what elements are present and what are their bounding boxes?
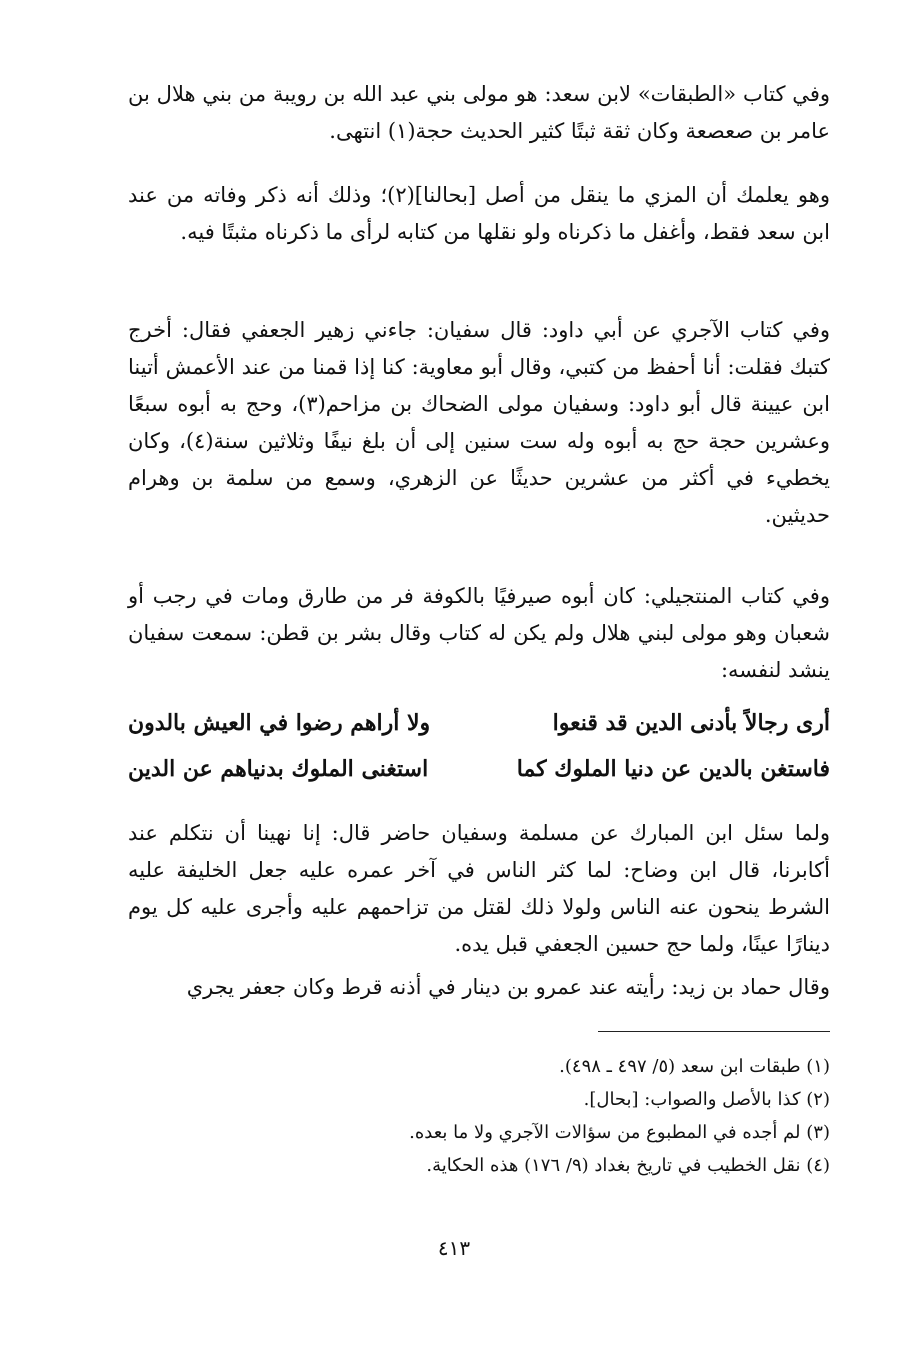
poem-hemistich-first: أرى رجالاً بأدنى الدين قد قنعوا (552, 710, 830, 736)
paragraph-ajurri: وفي كتاب الآجري عن أبي داود: قال سفيان: جاءني زهير الجعفي فقال: أخرج كتبك فقلت: أنا أحفظ من كتبي، وقال أبو معاوية: كنا إذا قمنا من عند الأعمش أتينا ابن عيينة قال أبو داود: وسفيان مولى الضحاك بن مزاحم(٣)، وحج به أبوه سبعًا وعشرين حجة حج به أبوه وله ست سنين إلى أن بلغ نيفًا وثلاثين سنة(٤)، وكان يخطيء في أكثر من عشرين حديثًا عن الزهري، وسمع من سلمة بن وهرام حديثين. (128, 318, 831, 527)
footnote-3: (٣) لم أجده في المطبوع من سؤالات الآجري ولا ما بعده. (409, 1122, 830, 1143)
footnote-2: (٢) كذا بالأصل والصواب: [بحال]. (583, 1089, 830, 1110)
poem (128, 700, 830, 792)
poem-hemistich-second: استغنى الملوك بدنياهم عن الدين (128, 756, 429, 782)
paragraph-muntajili: وفي كتاب المنتجيلي: كان أبوه صيرفيًا بالكوفة فر من طارق ومات في رجب أو شعبان وهو مولى لبني هلال ولم يكن له كتاب وقال بشر بن قطن: سمعت سفيان ينشد لنفسه: (128, 584, 830, 682)
poem-hemistich-first: فاستغن بالدين عن دنيا الملوك كما (516, 756, 830, 782)
paragraph-mizzi-note: وهو يعلمك أن المزي ما ينقل من أصل [بحالنا](٢)؛ وذلك أنه ذكر وفاته من عند ابن سعد فقط، وأغفل ما ذكرناه ولو نقلها من كتابه لرأى ما ذكرناه مثبتًا فيه. (128, 183, 830, 244)
footnotes (128, 1050, 830, 1182)
paragraph-ibn-mubarak: ولما سئل ابن المبارك عن مسلمة وسفيان حاضر قال: إنا نهينا أن نتكلم عند أكابرنا، قال ابن وضاح: لما كثر الناس في آخر عمره عليه جعل الخليفة عليه الشرط ينحون عنه الناس ولولا ذلك لقتل من تزاحمهم عليه وأجرى عليه كل يوم دينارًا عينًا، ولما حج حسين الجعفي قبل يده. (128, 821, 830, 956)
paragraph-tabaqat: وفي كتاب «الطبقات» لابن سعد: هو مولى بني عبد الله بن رويبة من بني هلال بن عامر بن صعصعة وكان ثقة ثبتًا كثير الحديث حجة(١) انتهى. (128, 82, 830, 143)
paragraph-hammad: وقال حماد بن زيد: رأيته عند عمرو بن دينار في أذنه قرط وكان جعفر يجري (186, 975, 830, 999)
footnote-separator (598, 1031, 830, 1032)
footnote-1: (١) طبقات ابن سعد (٥/ ٤٩٧ ـ ٤٩٨). (559, 1056, 830, 1077)
footnote-4: (٤) نقل الخطيب في تاريخ بغداد (٩/ ١٧٦) هذه الحكاية. (426, 1155, 830, 1176)
poem-hemistich-second: ولا أراهم رضوا في العيش بالدون (128, 710, 431, 736)
page-number: ٤١٣ (437, 1236, 471, 1260)
poem-verse (128, 746, 830, 792)
poem-verse (128, 700, 830, 746)
